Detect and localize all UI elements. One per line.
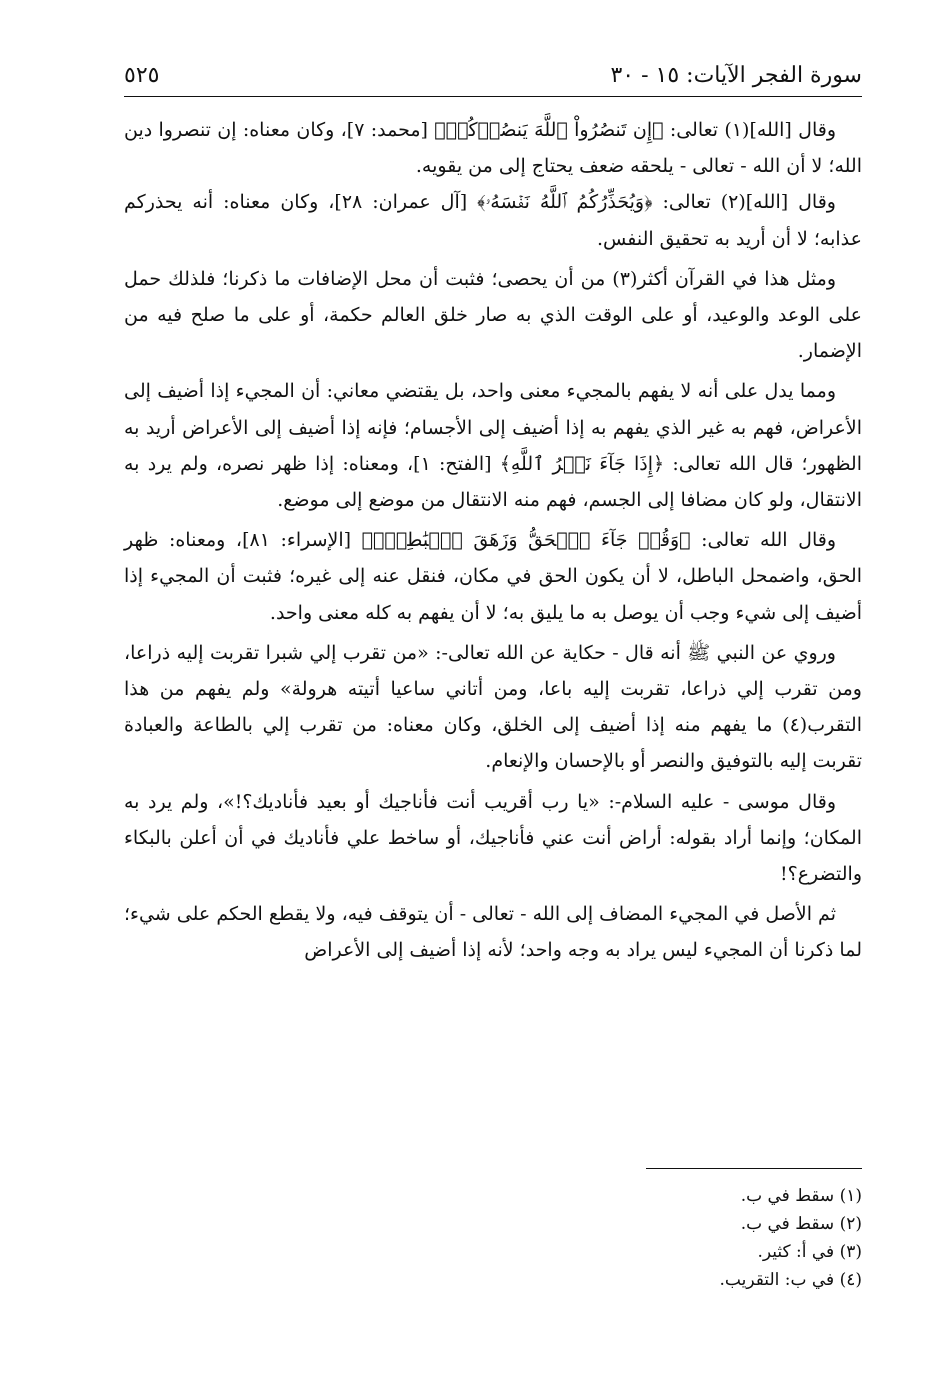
running-header bbox=[124, 58, 862, 94]
paragraph: وقال [الله](١) تعالى: ﴿إِن تَنصُرُواْ ٱللَّهَ يَنصُرۡكُمۡ﴾ [محمد: ٧]، وكان معناه: إن تنصروا دين الله؛ لا أن الله - تعالى - يلحقه ضعف يحتاج إلى من يقويه. bbox=[124, 119, 862, 178]
paragraph: وروي عن النبي ﷺ أنه قال - حكاية عن الله تعالى-: «من تقرب إلي شبرا تقربت إليه ذراعا، ومن تقرب إلي ذراعا، تقربت إليه باعا، ومن أتاني ساعيا أتيته هرولة» ولم يفهم من هذا التقرب(٤) ما يفهم منه إذا أضيف إلى الخلق، وكان معناه: من تقرب إلي بالطاعة والعبادة تقربت إليه بالتوفيق والنصر أو بالإحسان والإنعام. bbox=[124, 641, 862, 773]
main-text bbox=[124, 112, 862, 969]
paragraph: ومما يدل على أنه لا يفهم بالمجيء معنى واحد، بل يقتضي معاني: أن المجيء إذا أضيف إلى الأعراض، فهم به غير الذي يفهم به إذا أضيف إلى الأجسام؛ فإنه إذا أضيف إلى الأعراض أريد به الظهور؛ قال الله تعالى: ﴿إِذَا جَآءَ نَصۡرُ ٱللَّهِ﴾ [الفتح: ١]، ومعناه: إذا ظهر نصره، ولم يرد به الانتقال، ولو كان مضافا إلى الجسم، فهم منه الانتقال من موضع إلى موضع. bbox=[124, 380, 862, 512]
page-number: ٥٢٥ bbox=[124, 63, 160, 88]
paragraph: وقال موسى - عليه السلام-: «يا رب أقريب أنت فأناجيك أو بعيد فأناديك؟!»، ولم يرد به المكان؛ وإنما أراد بقوله: أراض أنت عني فأناجيك، أو ساخط علي فأناديك في أن أعلن بالبكاء والتضرع؟! bbox=[124, 790, 862, 886]
paragraph: وقال الله تعالى: ﴿وَقُلۡ جَآءَ ٱلۡحَقُّ وَزَهَقَ ٱلۡبَٰطِلُۚ﴾ [الإسراء: ٨١]، ومعناه: ظهر الحق، واضمحل الباطل، لا أن يكون الحق في مكان، فنقل عنه إلى غيره؛ فثبت أن المجيء إذا أضيف إلى شيء وجب أن يوصل به ما يليق به؛ لا أن يفهم به كله معنى واحد. bbox=[124, 529, 862, 624]
footnote: (٣) في أ: كثير. bbox=[757, 1242, 862, 1262]
surah-title: سورة الفجر الآيات: ١٥ - ٣٠ bbox=[610, 63, 862, 88]
footnote: (١) سقط في ب. bbox=[740, 1186, 862, 1206]
header-rule bbox=[124, 96, 862, 97]
footnote: (٤) في ب: التقريب. bbox=[719, 1270, 862, 1290]
paragraph: وقال [الله](٢) تعالى: ﴿وَيُحَذِّرُكُمُ ٱللَّهُ نَفۡسَهُۥ﴾ [آل عمران: ٢٨]، وكان معناه: أنه يحذركم عذابه؛ لا أن أريد به تحقيق النفس. bbox=[124, 191, 862, 250]
footnote: (٢) سقط في ب. bbox=[740, 1214, 862, 1234]
paragraph: ثم الأصل في المجيء المضاف إلى الله - تعالى - أن يتوقف فيه، ولا يقطع الحكم على شيء؛ لما ذكرنا أن المجيء ليس يراد به وجه واحد؛ لأنه إذا أضيف إلى الأعراض bbox=[124, 903, 862, 962]
paragraph: ومثل هذا في القرآن أكثر(٣) من أن يحصى؛ فثبت أن محل الإضافات ما ذكرنا؛ فلذلك حمل على الوعد والوعيد، أو على الوقت الذي به صار خلق العالم حكمة، أو على ما صلح فيه من الإضمار. bbox=[124, 267, 862, 363]
footnotes bbox=[124, 1182, 862, 1294]
footnote-rule bbox=[646, 1168, 862, 1169]
